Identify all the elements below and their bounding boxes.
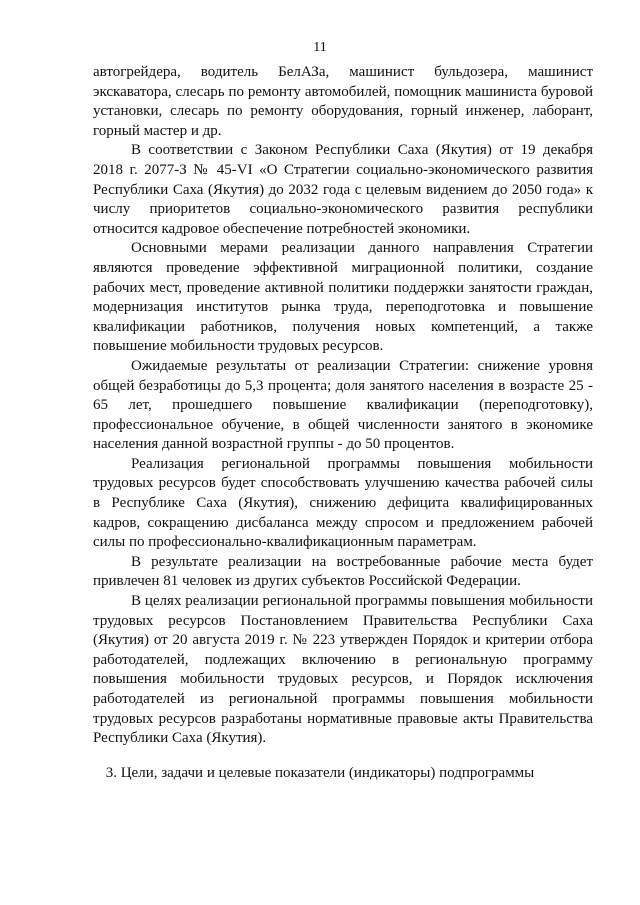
paragraph-government-resolution: В целях реализации региональной программы повышения мобильности трудовых ресурсов Постановлением Правительства Республики Саха (Якутия) от 20 августа 2019 г. № 223 утвержден Порядок и критерии отбора работодателей, подлежащих включению в региональную программу повышения мобильности трудовых ресурсов, и Порядок исключения работодателей из региональной программы повышения мобильности трудовых ресурсов разработаны нормативные правовые акты Правительства Республики Саха (Якутия). — [93, 593, 593, 747]
paragraph-attracted-workers: В результате реализации на востребованные рабочие места будет привлечен 81 человек из других субъектов Российской Федерации. — [93, 553, 593, 590]
paragraph-expected-results: Ожидаемые результаты от реализации Стратегии: снижение уровня общей безработицы до 5,3 процента; доля занятого населения в возрасте 25 - 65 лет, прошедшего повышение квалификации (переподготовку), профессиональное обучение, в общей численности занятого в экономике населения данной возрастной группы - до 50 процентов. — [93, 357, 593, 453]
paragraph-strategy-law: В соответствии с Законом Республики Саха (Якутия) от 19 декабря 2018 г. 2077-З № 45-VI «О Стратегии социально-экономического развития Республики Саха (Якутия) до 2032 года с целевым видением до 2050 года» к числу приоритетов социально-экономического развития республики относится кадровое обеспечение потребностей экономики. — [93, 142, 593, 237]
paragraph-main-measures: Основными мерами реализации данного направления Стратегии являются проведение эффективной миграционной политики, создание рабочих мест, проведение активной политики поддержки занятости граждан, модернизация институтов рынка труда, переподготовка и повышение квалификации работников, получения новых компетенций, а также повышение мобильности трудовых ресурсов. — [93, 240, 593, 355]
paragraph-program-effect: Реализация региональной программы повышения мобильности трудовых ресурсов будет способствовать улучшению качества рабочей силы в Республике Саха (Якутия), снижению дефицита квалифицированных кадров, сокращению дисбаланса между спросом и предложением рабочей силы по профессионально-квалификационным параметрам. — [93, 455, 593, 551]
paragraph-continuation: автогрейдера, водитель БелАЗа, машинист бульдозера, машинист экскаватора, слесарь по ремонту автомобилей, помощник машиниста буровой установки, слесарь по ремонту оборудования, горный инженер, лаборант, горный мастер и др. — [93, 64, 593, 139]
document-body — [93, 63, 593, 749]
section-heading: 3. Цели, задачи и целевые показатели (индикаторы) подпрограммы — [105, 765, 535, 781]
page-number: 11 — [313, 40, 327, 55]
